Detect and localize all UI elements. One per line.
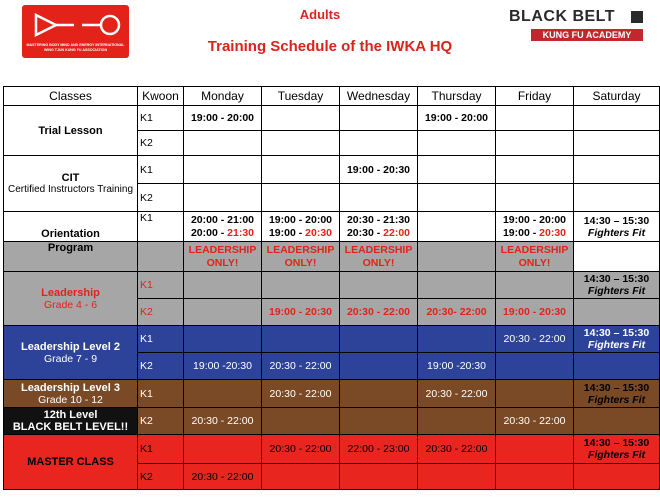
- leadership-only-note: LEADERSHIP ONLY!: [496, 242, 574, 272]
- kwoon-cell: K1: [138, 156, 184, 184]
- time-line: 19:00 - 20:30: [268, 226, 333, 239]
- col-kwoon: Kwoon: [138, 87, 184, 106]
- logo-black-belt-text: BLACK BELT: [509, 8, 616, 25]
- time-line: 20:30 - 21:30: [346, 213, 411, 226]
- time-cell: 19:00 - 20:30: [262, 299, 340, 326]
- table-row: [4, 106, 660, 131]
- time-line: 14:30 – 15:30: [583, 327, 650, 339]
- kwoon-cell: K1: [138, 326, 184, 353]
- time-cell: 20:30 - 22:00: [418, 435, 496, 464]
- class-ll2-grade: Grade 7 - 9: [43, 352, 98, 365]
- table-row: [4, 242, 660, 272]
- class-leadership-level-2: [4, 326, 138, 380]
- class-12th-level: [4, 408, 138, 435]
- class-leadership: [4, 272, 138, 326]
- schedule-table: [3, 86, 660, 490]
- leadership-only-note: LEADERSHIP ONLY!: [340, 242, 418, 272]
- black-belt-logo: [509, 8, 643, 48]
- class-leadership-grade: Grade 4 - 6: [43, 298, 98, 311]
- class-ll2-title: Leadership Level 2: [20, 340, 121, 353]
- time-cell: [496, 212, 574, 242]
- table-row: [4, 272, 660, 299]
- fighters-fit-label: Fighters Fit: [587, 393, 646, 406]
- class-cit-title: CIT: [61, 172, 80, 184]
- time-line: 14:30 – 15:30: [583, 214, 650, 227]
- time-cell: 20:30 - 22:00: [340, 299, 418, 326]
- time-cell: 20:30 - 22:00: [262, 380, 340, 408]
- audience-label: Adults: [299, 7, 341, 22]
- kwoon-cell: K2: [138, 184, 184, 212]
- time-cell: 22:00 - 23:00: [340, 435, 418, 464]
- time-cell: 19:00 - 20:30: [340, 156, 418, 184]
- fighters-fit-label: Fighters Fit: [587, 226, 646, 239]
- page-title: Training Schedule of the IWKA HQ: [207, 38, 453, 55]
- kwoon-cell: K1: [138, 272, 184, 299]
- time-cell: 20:30 - 22:00: [496, 408, 574, 435]
- col-thursday: Thursday: [418, 87, 496, 106]
- time-cell: 19:00 - 20:00: [418, 106, 496, 131]
- leadership-only-note: LEADERSHIP ONLY!: [262, 242, 340, 272]
- class-leadership-title: Leadership: [41, 286, 100, 299]
- class-black-belt-level: BLACK BELT LEVEL!!: [12, 421, 129, 433]
- leadership-only-note: LEADERSHIP ONLY!: [184, 242, 262, 272]
- col-classes: Classes: [4, 87, 138, 106]
- fighters-fit-label: Fighters Fit: [587, 449, 646, 461]
- class-leadership-level-3: [4, 380, 138, 408]
- kwoon-cell: K2: [138, 408, 184, 435]
- time-cell: 20:30 - 22:00: [184, 408, 262, 435]
- time-cell: 19:00 -20:30: [418, 353, 496, 380]
- table-row: [4, 212, 660, 242]
- table-row: [4, 326, 660, 353]
- logo-kung-fu-text: KUNG FU ACADEMY: [531, 29, 643, 41]
- saturday-session: [574, 212, 660, 242]
- col-wednesday: Wednesday: [340, 87, 418, 106]
- table-row: [4, 435, 660, 464]
- kwoon-cell: K2: [138, 299, 184, 326]
- time-line: 20:30 - 22:00: [346, 226, 411, 239]
- col-saturday: Saturday: [574, 87, 660, 106]
- kwoon-cell: K2: [138, 464, 184, 490]
- saturday-session: [574, 380, 660, 408]
- saturday-session: [574, 435, 660, 464]
- class-ll3-title: Leadership Level 3: [20, 381, 121, 394]
- table-row: [4, 380, 660, 408]
- class-program: Program: [4, 242, 138, 272]
- logo-caption: MASTERING BODY MIND AND ENERGY INTERNATIONAL WING TJUN KUNG FU ASSOCIATION: [26, 43, 125, 52]
- time-line: 20:00 - 21:30: [190, 226, 255, 239]
- time-cell: 20:30 - 22:00: [418, 380, 496, 408]
- time-line: 19:00 - 20:00: [502, 213, 567, 226]
- time-cell: 19:00 -20:30: [184, 353, 262, 380]
- kwoon-cell: K1: [138, 212, 184, 242]
- table-row: [4, 156, 660, 184]
- time-cell: 20:30 - 22:00: [496, 326, 574, 353]
- time-cell: 20:30- 22:00: [418, 299, 496, 326]
- kwoon-cell: K1: [138, 106, 184, 131]
- time-cell: [262, 212, 340, 242]
- time-line: 19:00 - 20:00: [268, 213, 333, 226]
- class-cit-subtitle: Certified Instructors Training: [7, 184, 134, 195]
- logo-square-icon: [631, 11, 643, 23]
- table-row: [4, 408, 660, 435]
- kwoon-cell: K2: [138, 131, 184, 156]
- time-line: 19:00 - 20:30: [502, 226, 567, 239]
- header-row: [4, 87, 660, 106]
- time-cell: [340, 212, 418, 242]
- class-12th-level-title: 12th Level: [43, 409, 98, 421]
- time-line: 14:30 – 15:30: [583, 437, 650, 449]
- time-line: 14:30 – 15:30: [583, 273, 650, 285]
- class-trial: Trial Lesson: [4, 106, 138, 156]
- time-line: 14:30 – 15:30: [583, 381, 650, 394]
- kwoon-cell: K1: [138, 435, 184, 464]
- time-cell: 19:00 - 20:00: [184, 106, 262, 131]
- class-master: MASTER CLASS: [4, 435, 138, 490]
- kwoon-cell: K2: [138, 353, 184, 380]
- saturday-session: [574, 326, 660, 353]
- time-cell: 20:30 - 22:00: [262, 435, 340, 464]
- col-friday: Friday: [496, 87, 574, 106]
- col-tuesday: Tuesday: [262, 87, 340, 106]
- time-line: 20:00 - 21:00: [190, 213, 255, 226]
- saturday-session: [574, 272, 660, 299]
- kwoon-cell: K1: [138, 380, 184, 408]
- fighters-fit-label: Fighters Fit: [587, 285, 646, 297]
- class-cit: [4, 156, 138, 212]
- fighters-fit-label: Fighters Fit: [587, 339, 646, 351]
- class-orientation: Orientation: [4, 212, 138, 242]
- time-cell: 20:30 - 22:00: [262, 353, 340, 380]
- time-cell: 20:30 - 22:00: [184, 464, 262, 490]
- class-ll3-grade: Grade 10 - 12: [38, 393, 103, 406]
- col-monday: Monday: [184, 87, 262, 106]
- time-cell: 19:00 - 20:30: [496, 299, 574, 326]
- time-cell: [184, 212, 262, 242]
